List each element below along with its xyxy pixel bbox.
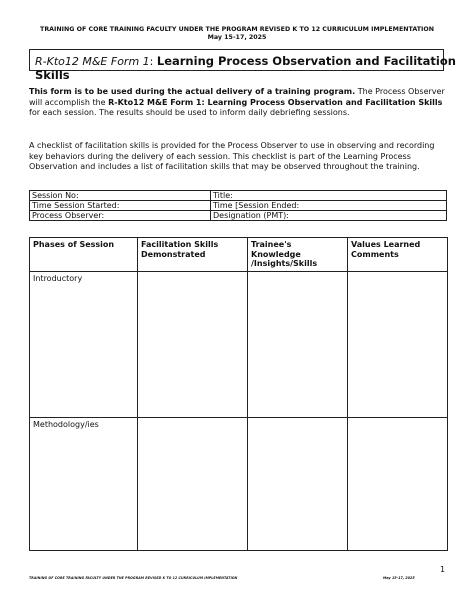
col-values-header: Values Learned Comments xyxy=(348,238,448,272)
intro-text-1: The Process Observer will accomplish the xyxy=(29,87,445,107)
intro-text-2: for each session. The results should be used to inform daily debriefing sessions. xyxy=(29,108,350,118)
intro-paragraph xyxy=(29,87,447,119)
values-cell[interactable] xyxy=(348,271,448,417)
info-row xyxy=(30,211,447,221)
col-knowledge-header: Trainee's Knowledge /Insights/Skills xyxy=(248,238,348,272)
time-started-field[interactable]: Time Session Started: xyxy=(30,201,211,211)
form-title xyxy=(35,54,456,69)
footer-date: May 15-17, 2025 xyxy=(383,576,415,580)
header-date: May 15-17, 2025 xyxy=(207,34,267,41)
form-title-wrap: Skills xyxy=(35,68,70,82)
designation-field[interactable]: Designation (PMT): xyxy=(211,211,447,221)
info-row xyxy=(30,191,447,201)
col-facilitation-header: Facilitation Skills Demonstrated xyxy=(138,238,248,272)
facilitation-cell[interactable] xyxy=(138,417,248,550)
col-phases-header: Phases of Session xyxy=(30,238,138,272)
table-row xyxy=(30,417,448,550)
intro-bold-1: This form is to be used during the actual delivery of a training program. xyxy=(29,87,356,96)
process-observer-field[interactable]: Process Observer: xyxy=(30,211,211,221)
observation-table xyxy=(29,237,448,551)
observation-header-row xyxy=(30,238,448,272)
title-field[interactable]: Title: xyxy=(211,191,447,201)
values-cell[interactable] xyxy=(348,417,448,550)
facilitation-cell[interactable] xyxy=(138,271,248,417)
form-title-main: Learning Process Observation and Facilitation xyxy=(156,54,456,68)
intro-bold-2: R-Kto12 M&E Form 1: Learning Process Observation and Facilitation Skills xyxy=(108,97,443,107)
page-number: 1 xyxy=(440,565,446,574)
knowledge-cell[interactable] xyxy=(248,271,348,417)
phase-methodology: Methodology/ies xyxy=(30,417,138,550)
session-no-field[interactable]: Session No: xyxy=(30,191,211,201)
time-ended-field[interactable]: Time [Session Ended: xyxy=(211,201,447,211)
form-title-colon: : xyxy=(149,55,157,68)
form-code: R-Kto12 M&E Form 1 xyxy=(35,55,150,68)
table-row xyxy=(30,271,448,417)
document-header xyxy=(0,26,474,42)
footer-title: TRAINING OF CORE TRAINING FACULTY UNDER THE PROGRAM REVISED K TO 12 CURRICULUM IMPLEMENTATION xyxy=(29,576,238,580)
checklist-paragraph: A checklist of facilitation skills is provided for the Process Observer to use in observing and recording key behaviors during the delivery of each session. This checklist is part of the Learning Process Observation and includes a list of facilitation skills that may be observed throughout the training. xyxy=(29,141,435,172)
session-info-table xyxy=(29,190,447,221)
info-row xyxy=(30,201,447,211)
form-title-box xyxy=(29,49,456,82)
knowledge-cell[interactable] xyxy=(248,417,348,550)
phase-introductory: Introductory xyxy=(30,271,138,417)
header-title: TRAINING OF CORE TRAINING FACULTY UNDER THE PROGRAM REVISED K TO 12 CURRICULUM IMPLEMENTATION xyxy=(40,26,434,33)
